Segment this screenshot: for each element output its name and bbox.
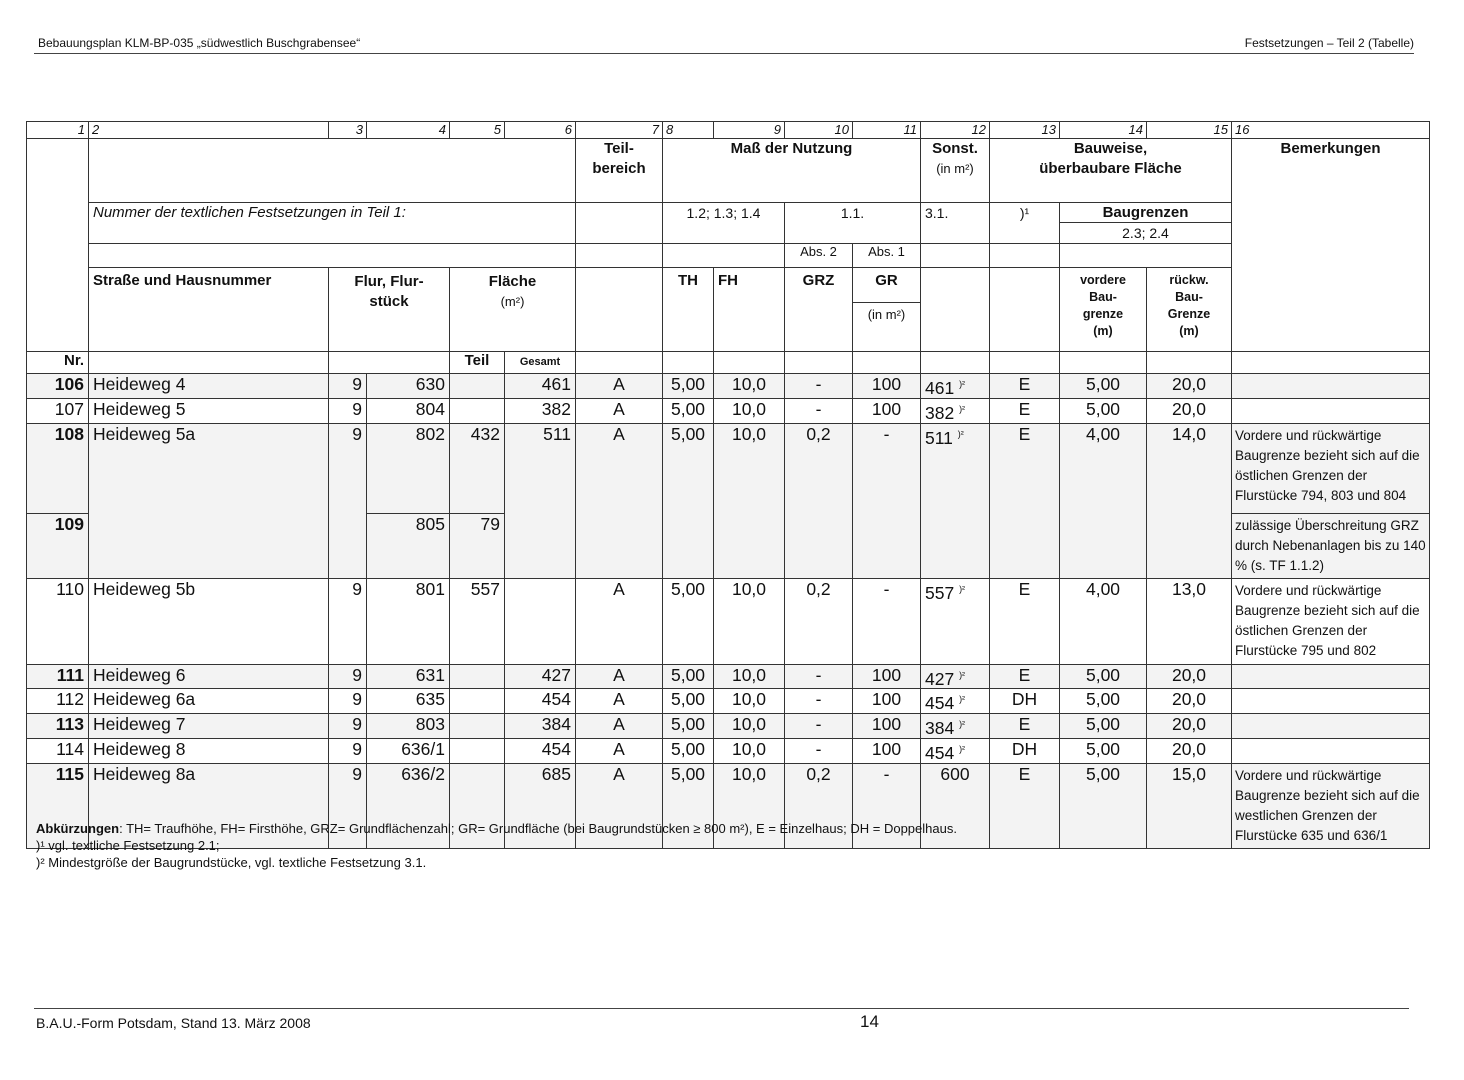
cell-flur: 9 — [329, 689, 367, 714]
cell-bauweise: DH — [990, 739, 1060, 764]
cell-teilbereich: A — [576, 714, 663, 739]
header-vordere-baugrenze: vordere Bau- grenze (m) — [1060, 268, 1147, 352]
cell-gesamt: 685 — [505, 763, 576, 848]
cell-rueckw: 20,0 — [1147, 374, 1232, 399]
cell-bauweise: E — [990, 374, 1060, 399]
cell-rueckw: 20,0 — [1147, 714, 1232, 739]
abbrev-text: TH= Traufhöhe, FH= Firsthöhe, GRZ= Grundflächenzahl; GR= Grundfläche (bei Baugrundstücken ≥ 800 m²), E = Einzelhaus; DH = Doppelhaus. — [126, 821, 957, 836]
header-e-blank-6 — [990, 352, 1060, 374]
cell-teilbereich: A — [576, 689, 663, 714]
cell-rueckw: 20,0 — [1147, 398, 1232, 423]
cell-bemerkung: Vordere und rückwärtige Baugrenze bezieht sich auf die westlichen Grenzen der Flurstücke 635 und 636/1 — [1232, 763, 1430, 848]
header-flaeche — [450, 268, 576, 352]
cell-gesamt: 382 — [505, 398, 576, 423]
cell-bemerkung — [1232, 374, 1430, 399]
cell-bauweise: E — [990, 423, 1060, 578]
cell-flur: 9 — [329, 714, 367, 739]
cell-gesamt: 454 — [505, 689, 576, 714]
cell-vordere: 5,00 — [1060, 398, 1147, 423]
header-abs-blank-bauweise — [990, 244, 1060, 268]
cell-bauweise: E — [990, 763, 1060, 848]
cell-rueckw: 14,0 — [1147, 423, 1232, 578]
cell-bauweise: E — [990, 398, 1060, 423]
cell-teilbereich: A — [576, 398, 663, 423]
header-e-blank-flur — [329, 352, 450, 374]
header-e-blank-str — [89, 352, 329, 374]
cell-sonst: 454 $^{)^2}$ — [921, 739, 990, 764]
cell-gr: - — [853, 423, 921, 578]
cell-gesamt: 461 — [505, 374, 576, 399]
header-e-blank-3 — [785, 352, 853, 374]
doc-header-title: Bebauungsplan KLM-BP-035 „südwestlich Buschgrabensee“ — [38, 36, 361, 50]
header-row-columns — [27, 268, 1430, 352]
cell-teil — [450, 739, 505, 764]
cell-strasse: Heideweg 5 — [89, 398, 329, 423]
header-e-blank-8 — [1147, 352, 1232, 374]
header-nummer-text: Nummer der textlichen Festsetzungen in Teil 1: — [89, 203, 576, 244]
header-e-blank-4 — [853, 352, 921, 374]
cell-nr: 111 — [27, 664, 89, 689]
doc-header-section: Festsetzungen – Teil 2 (Tabelle) — [1244, 36, 1414, 50]
column-number-3: 3 — [329, 122, 367, 139]
column-number-11: 11 — [853, 122, 921, 139]
column-number-5: 5 — [450, 122, 505, 139]
cell-sonst: 427 $^{)^2}$ — [921, 664, 990, 689]
footnote-2: )² Mindestgröße der Baugrundstücke, vgl. textliche Festsetzung 3.1. — [36, 855, 427, 870]
column-number-16: 16 — [1232, 122, 1430, 139]
festsetzungen-table-wrap — [26, 121, 1429, 849]
cell-vordere: 4,00 — [1060, 423, 1147, 578]
header-nr: Nr. — [27, 352, 89, 374]
cell-vordere: 5,00 — [1060, 374, 1147, 399]
cell-gr: 100 — [853, 664, 921, 689]
page-number: 14 — [860, 1012, 879, 1031]
cell-gesamt: 427 — [505, 664, 576, 689]
column-number-12: 12 — [921, 122, 990, 139]
cell-teilbereich: A — [576, 739, 663, 764]
header-ref-th-fh: 1.2; 1.3; 1.4 — [663, 203, 785, 244]
cell-fh: 10,0 — [714, 739, 785, 764]
cell-flurstueck: 804 — [367, 398, 450, 423]
header-gr: GR (in m²) — [853, 268, 921, 352]
header-ref-blank — [576, 203, 663, 244]
cell-nr: 107 — [27, 398, 89, 423]
header-abs2: Abs. 2 — [785, 244, 853, 268]
cell-flur: 9 — [329, 398, 367, 423]
cell-sonst: 384 $^{)^2}$ — [921, 714, 990, 739]
sonst-footnote-mark: )² — [959, 694, 966, 705]
column-number-4: 4 — [367, 122, 450, 139]
cell-teil: 79 — [450, 513, 505, 578]
cell-vordere: 5,00 — [1060, 739, 1147, 764]
cell-strasse: Heideweg 8a — [89, 763, 329, 848]
header-teilbereich: Teil- bereich — [576, 139, 663, 203]
cell-grz: - — [785, 374, 853, 399]
cell-th: 5,00 — [663, 398, 714, 423]
cell-vordere: 5,00 — [1060, 714, 1147, 739]
header-rueckw-baugrenze: rückw. Bau- Grenze (m) — [1147, 268, 1232, 352]
cell-fh: 10,0 — [714, 763, 785, 848]
cell-gr: 100 — [853, 714, 921, 739]
cell-flur: 9 — [329, 739, 367, 764]
cell-bemerkung — [1232, 664, 1430, 689]
cell-bemerkung: Vordere und rückwärtige Baugrenze bezieht sich auf die östlichen Grenzen der Flurstücke 794, 803 und 804 — [1232, 423, 1430, 513]
cell-strasse: Heideweg 4 — [89, 374, 329, 399]
header-sonst: Sonst. (in m²) — [921, 139, 990, 203]
sonst-footnote-mark: )² — [957, 428, 964, 439]
header-bereich-blank — [576, 268, 663, 352]
cell-th: 5,00 — [663, 423, 714, 578]
table-row — [27, 689, 1430, 714]
cell-fh: 10,0 — [714, 423, 785, 578]
cell-gr: 100 — [853, 739, 921, 764]
cell-flurstueck: 630 — [367, 374, 450, 399]
cell-gesamt: 384 — [505, 714, 576, 739]
header-flur: Flur, Flur- stück — [329, 268, 450, 352]
cell-th: 5,00 — [663, 689, 714, 714]
column-number-6: 6 — [505, 122, 576, 139]
header-bauweise: Bauweise, überbaubare Fläche — [990, 139, 1232, 203]
cell-nr: 112 — [27, 689, 89, 714]
table-row — [27, 374, 1430, 399]
cell-teil — [450, 374, 505, 399]
sonst-footnote-mark: )² — [959, 403, 966, 414]
table-row — [27, 739, 1430, 764]
table-body — [27, 122, 1430, 849]
cell-strasse: Heideweg 5b — [89, 578, 329, 664]
cell-grz: - — [785, 739, 853, 764]
header-bemerkungen: Bemerkungen — [1232, 139, 1430, 352]
table-row — [27, 423, 1430, 513]
cell-gesamt — [505, 578, 576, 664]
header-baugrenzen-group — [1060, 203, 1232, 244]
cell-teilbereich: A — [576, 763, 663, 848]
cell-flur: 9 — [329, 423, 367, 578]
header-blank-nr — [27, 139, 89, 352]
cell-nr: 114 — [27, 739, 89, 764]
cell-teil: 557 — [450, 578, 505, 664]
cell-flurstueck: 805 — [367, 513, 450, 578]
cell-sonst: 461 $^{)^2}$ — [921, 374, 990, 399]
cell-gesamt: 511 — [505, 423, 576, 578]
cell-nr: 113 — [27, 714, 89, 739]
header-abs-blank-sonst — [921, 244, 990, 268]
cell-fh: 10,0 — [714, 374, 785, 399]
cell-sonst: 557 $^{)^2}$ — [921, 578, 990, 664]
cell-flur: 9 — [329, 578, 367, 664]
abbreviations-block: Abkürzungen: TH= Traufhöhe, FH= Firsthöhe, GRZ= Grundflächenzahl; GR= Grundfläche (bei Baugrundstücken ≥ 800 m²), E = Einzelhaus; DH = Doppelhaus. )¹ vgl. textliche Festsetzung 2.1; )² Mindestgröße der Baugrundstücke, vgl. textliche Festsetzung 3.1. — [36, 821, 957, 870]
header-ref-bauweise: )¹ — [990, 203, 1060, 244]
column-number-8: 8 — [663, 122, 714, 139]
cell-sonst: 454 $^{)^2}$ — [921, 689, 990, 714]
sonst-footnote-mark: )² — [959, 719, 966, 730]
header-ref-baugrenzen: 2.3; 2.4 — [1122, 225, 1169, 241]
cell-sonst: 382 $^{)^2}$ — [921, 398, 990, 423]
header-strasse: Straße und Hausnummer — [89, 268, 329, 352]
header-ref-sonst: 3.1. — [921, 203, 990, 244]
header-e-blank-2 — [714, 352, 785, 374]
cell-flurstueck: 803 — [367, 714, 450, 739]
cell-bauweise: E — [990, 664, 1060, 689]
cell-grz: 0,2 — [785, 423, 853, 578]
cell-th: 5,00 — [663, 739, 714, 764]
cell-gesamt: 454 — [505, 739, 576, 764]
column-number-14: 14 — [1060, 122, 1147, 139]
header-row-abs — [27, 244, 1430, 268]
cell-vordere: 5,00 — [1060, 689, 1147, 714]
cell-th: 5,00 — [663, 374, 714, 399]
table-row — [27, 578, 1430, 664]
cell-sonst: 511 $^{)^2}$ — [921, 423, 990, 578]
footnote-1: )¹ vgl. textliche Festsetzung 2.1; — [36, 838, 220, 853]
cell-teilbereich: A — [576, 664, 663, 689]
header-mass-der-nutzung: Maß der Nutzung — [663, 139, 921, 203]
header-grz: GRZ — [785, 268, 853, 352]
cell-gr: - — [853, 763, 921, 848]
cell-fh: 10,0 — [714, 714, 785, 739]
header-blank-group — [89, 139, 576, 203]
cell-rueckw: 20,0 — [1147, 664, 1232, 689]
cell-grz: 0,2 — [785, 578, 853, 664]
cell-rueckw: 20,0 — [1147, 739, 1232, 764]
header-flaeche-unit: (m²) — [500, 294, 525, 309]
cell-grz: - — [785, 689, 853, 714]
cell-th: 5,00 — [663, 664, 714, 689]
cell-rueckw: 20,0 — [1147, 689, 1232, 714]
header-th: TH — [663, 268, 714, 352]
cell-bemerkung — [1232, 739, 1430, 764]
festsetzungen-table — [26, 121, 1430, 849]
cell-bauweise: E — [990, 714, 1060, 739]
header-ref-grz-gr: 1.1. — [785, 203, 921, 244]
cell-teilbereich: A — [576, 423, 663, 578]
cell-flurstueck: 631 — [367, 664, 450, 689]
header-baugrenzen: Baugrenzen — [1060, 203, 1231, 223]
header-e-blank-7 — [1060, 352, 1147, 374]
cell-grz: - — [785, 398, 853, 423]
header-rule — [34, 53, 1414, 54]
header-gesamt: Gesamt — [505, 352, 576, 374]
cell-gr: 100 — [853, 374, 921, 399]
cell-strasse: Heideweg 7 — [89, 714, 329, 739]
cell-teil — [450, 689, 505, 714]
table-row — [27, 664, 1430, 689]
cell-teil — [450, 714, 505, 739]
cell-flurstueck: 802 — [367, 423, 450, 513]
cell-grz: - — [785, 714, 853, 739]
cell-teilbereich: A — [576, 578, 663, 664]
header-abs-blank-left — [89, 244, 576, 268]
cell-bauweise: DH — [990, 689, 1060, 714]
column-number-1: 1 — [27, 122, 89, 139]
cell-vordere: 5,00 — [1060, 763, 1147, 848]
header-fh: FH — [714, 268, 785, 352]
cell-vordere: 4,00 — [1060, 578, 1147, 664]
header-e-blank-bem — [1232, 352, 1430, 374]
footer-rule — [34, 1008, 1409, 1009]
abbrev-label: Abkürzungen — [36, 821, 120, 836]
sonst-footnote-mark: )² — [959, 379, 966, 389]
header-bauweise-blank — [990, 268, 1060, 352]
cell-rueckw: 13,0 — [1147, 578, 1232, 664]
cell-bemerkung — [1232, 689, 1430, 714]
cell-sonst: 600 — [921, 763, 990, 848]
header-row-teil-gesamt — [27, 352, 1430, 374]
cell-th: 5,00 — [663, 763, 714, 848]
cell-nr: 108 — [27, 423, 89, 513]
column-number-15: 15 — [1147, 122, 1232, 139]
footer-source: B.A.U.-Form Potsdam, Stand 13. März 2008 — [36, 1015, 311, 1031]
table-row — [27, 714, 1430, 739]
header-abs1: Abs. 1 — [853, 244, 921, 268]
header-e-blank-1 — [663, 352, 714, 374]
column-number-7: 7 — [576, 122, 663, 139]
cell-bemerkung: zulässige Überschreitung GRZ durch Nebenanlagen bis zu 140 % (s. TF 1.1.2) — [1232, 513, 1430, 578]
cell-fh: 10,0 — [714, 578, 785, 664]
column-number-9: 9 — [714, 122, 785, 139]
cell-th: 5,00 — [663, 578, 714, 664]
sonst-footnote-mark: )² — [959, 744, 966, 755]
cell-teilbereich: A — [576, 374, 663, 399]
column-number-13: 13 — [990, 122, 1060, 139]
cell-gr: 100 — [853, 398, 921, 423]
cell-bemerkung: Vordere und rückwärtige Baugrenze bezieht sich auf die östlichen Grenzen der Flurstücke 795 und 802 — [1232, 578, 1430, 664]
header-e-blank-0 — [576, 352, 663, 374]
cell-fh: 10,0 — [714, 664, 785, 689]
header-abs-blank-thfh — [663, 244, 785, 268]
cell-gr: - — [853, 578, 921, 664]
cell-teil — [450, 398, 505, 423]
cell-grz: 0,2 — [785, 763, 853, 848]
cell-nr: 115 — [27, 763, 89, 848]
cell-strasse: Heideweg 6a — [89, 689, 329, 714]
header-row-groups — [27, 139, 1430, 203]
header-sonst-blank — [921, 268, 990, 352]
cell-gr: 100 — [853, 689, 921, 714]
cell-strasse: Heideweg 6 — [89, 664, 329, 689]
cell-flurstueck: 636/2 — [367, 763, 450, 848]
header-abs-blank-bg — [1060, 244, 1232, 268]
cell-bemerkung — [1232, 714, 1430, 739]
cell-teil: 432 — [450, 423, 505, 513]
cell-strasse: Heideweg 8 — [89, 739, 329, 764]
cell-grz: - — [785, 664, 853, 689]
header-row-refs — [27, 203, 1430, 244]
sonst-footnote-mark: )² — [959, 583, 966, 594]
column-number-10: 10 — [785, 122, 853, 139]
cell-fh: 10,0 — [714, 689, 785, 714]
cell-vordere: 5,00 — [1060, 664, 1147, 689]
cell-nr: 106 — [27, 374, 89, 399]
cell-flurstueck: 635 — [367, 689, 450, 714]
cell-bemerkung — [1232, 398, 1430, 423]
cell-flur: 9 — [329, 664, 367, 689]
table-row — [27, 398, 1430, 423]
cell-th: 5,00 — [663, 714, 714, 739]
cell-nr: 110 — [27, 578, 89, 664]
header-flaeche-label: Fläche — [488, 273, 537, 290]
cell-teil — [450, 664, 505, 689]
sonst-footnote-mark: )² — [959, 669, 966, 680]
cell-nr: 109 — [27, 513, 89, 578]
header-teil: Teil — [450, 352, 505, 374]
header-e-blank-5 — [921, 352, 990, 374]
cell-rueckw: 15,0 — [1147, 763, 1232, 848]
cell-strasse: Heideweg 5a — [89, 423, 329, 578]
cell-flur: 9 — [329, 763, 367, 848]
cell-bauweise: E — [990, 578, 1060, 664]
header-abs-blank-bereich — [576, 244, 663, 268]
cell-flur: 9 — [329, 374, 367, 399]
cell-flurstueck: 801 — [367, 578, 450, 664]
cell-flurstueck: 636/1 — [367, 739, 450, 764]
column-number-2: 2 — [89, 122, 329, 139]
cell-fh: 10,0 — [714, 398, 785, 423]
column-number-row — [27, 122, 1430, 139]
